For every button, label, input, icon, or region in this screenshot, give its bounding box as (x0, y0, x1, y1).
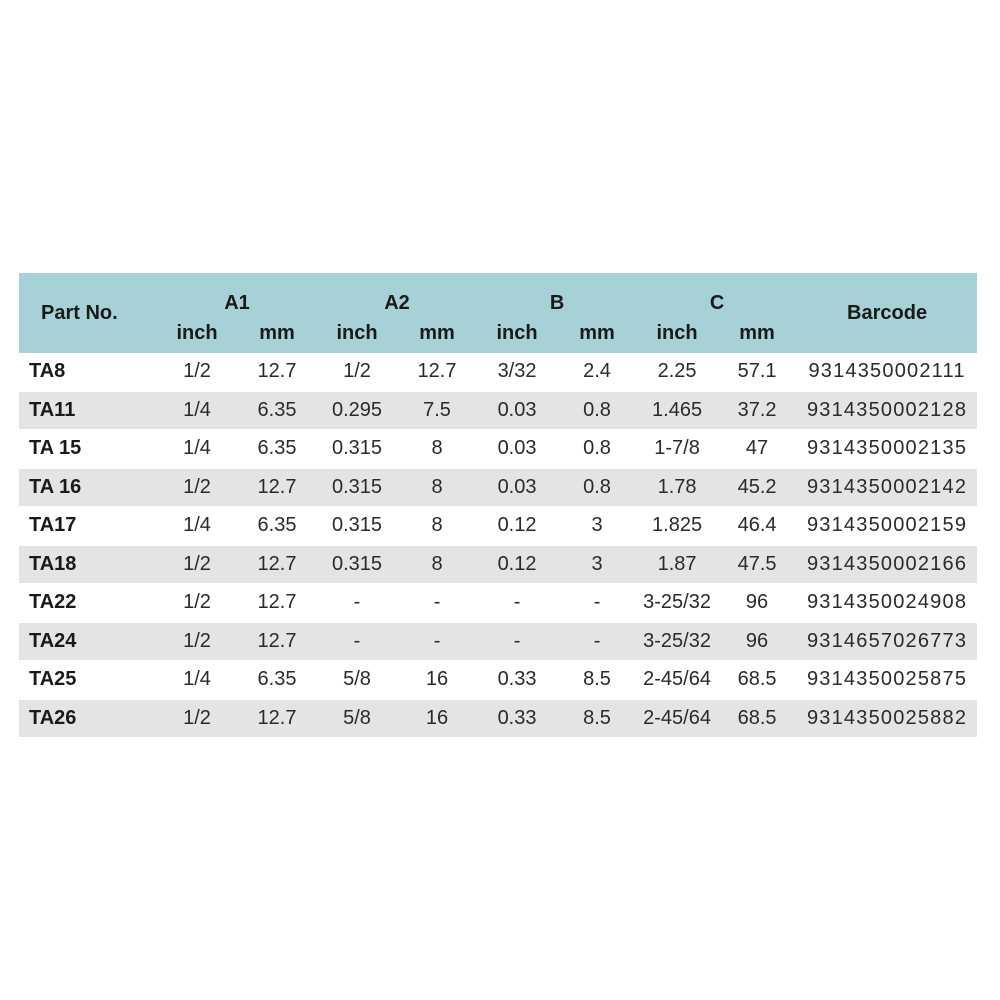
a2-inch-cell: 0.295 (317, 391, 397, 430)
part-no-cell: TA22 (19, 584, 157, 623)
b-inch-cell: 0.12 (477, 507, 557, 546)
a2-mm-cell: 8 (397, 545, 477, 584)
c-inch-cell: 3-25/32 (637, 622, 717, 661)
header-unit: inch (637, 317, 717, 353)
c-inch-cell: 1.87 (637, 545, 717, 584)
barcode-cell: 9314350025875 (797, 661, 977, 700)
c-inch-cell: 1.78 (637, 468, 717, 507)
a2-inch-cell: 0.315 (317, 545, 397, 584)
a1-inch-cell: 1/2 (157, 622, 237, 661)
a2-mm-cell: 12.7 (397, 353, 477, 391)
a1-inch-cell: 1/2 (157, 584, 237, 623)
c-mm-cell: 47 (717, 430, 797, 469)
b-inch-cell: - (477, 622, 557, 661)
c-inch-cell: 1.465 (637, 391, 717, 430)
a1-inch-cell: 1/4 (157, 430, 237, 469)
table-row (19, 661, 977, 700)
b-inch-cell: 3/32 (477, 353, 557, 391)
c-mm-cell: 68.5 (717, 661, 797, 700)
table-row (19, 622, 977, 661)
b-inch-cell: 0.03 (477, 430, 557, 469)
a1-inch-cell: 1/4 (157, 391, 237, 430)
a1-mm-cell: 12.7 (237, 622, 317, 661)
b-inch-cell: 0.33 (477, 699, 557, 738)
barcode-cell: 9314657026773 (797, 622, 977, 661)
b-inch-cell: 0.03 (477, 391, 557, 430)
a2-mm-cell: - (397, 622, 477, 661)
part-no-cell: TA11 (19, 391, 157, 430)
c-inch-cell: 3-25/32 (637, 584, 717, 623)
a2-mm-cell: 16 (397, 699, 477, 738)
b-mm-cell: 8.5 (557, 699, 637, 738)
header-part-no: Part No. (19, 273, 157, 353)
a2-inch-cell: 0.315 (317, 468, 397, 507)
header-unit: mm (557, 317, 637, 353)
c-mm-cell: 37.2 (717, 391, 797, 430)
a2-mm-cell: 8 (397, 507, 477, 546)
b-inch-cell: 0.12 (477, 545, 557, 584)
c-inch-cell: 1.825 (637, 507, 717, 546)
a1-inch-cell: 1/4 (157, 507, 237, 546)
table-body (19, 353, 977, 738)
b-mm-cell: 0.8 (557, 430, 637, 469)
header-unit: mm (397, 317, 477, 353)
table-row (19, 468, 977, 507)
table-row (19, 353, 977, 391)
table-row (19, 391, 977, 430)
table-row (19, 430, 977, 469)
a2-inch-cell: 0.315 (317, 507, 397, 546)
c-mm-cell: 45.2 (717, 468, 797, 507)
a2-mm-cell: 7.5 (397, 391, 477, 430)
c-mm-cell: 57.1 (717, 353, 797, 391)
a2-mm-cell: 8 (397, 430, 477, 469)
a1-inch-cell: 1/2 (157, 468, 237, 507)
barcode-cell: 9314350002128 (797, 391, 977, 430)
header-unit: inch (317, 317, 397, 353)
a2-mm-cell: - (397, 584, 477, 623)
barcode-cell: 9314350002142 (797, 468, 977, 507)
a2-inch-cell: - (317, 584, 397, 623)
b-inch-cell: - (477, 584, 557, 623)
part-no-cell: TA25 (19, 661, 157, 700)
b-mm-cell: 2.4 (557, 353, 637, 391)
header-unit: inch (157, 317, 237, 353)
header-group-a1: A1 (157, 273, 317, 317)
c-inch-cell: 2.25 (637, 353, 717, 391)
c-mm-cell: 68.5 (717, 699, 797, 738)
c-mm-cell: 96 (717, 584, 797, 623)
b-mm-cell: 8.5 (557, 661, 637, 700)
table-header (19, 273, 977, 353)
b-mm-cell: 3 (557, 545, 637, 584)
a2-inch-cell: 1/2 (317, 353, 397, 391)
a1-inch-cell: 1/2 (157, 353, 237, 391)
part-no-cell: TA18 (19, 545, 157, 584)
a1-inch-cell: 1/4 (157, 661, 237, 700)
a1-mm-cell: 6.35 (237, 430, 317, 469)
header-group-b: B (477, 273, 637, 317)
b-inch-cell: 0.33 (477, 661, 557, 700)
a2-inch-cell: 0.315 (317, 430, 397, 469)
b-mm-cell: 3 (557, 507, 637, 546)
a1-inch-cell: 1/2 (157, 699, 237, 738)
a1-mm-cell: 6.35 (237, 507, 317, 546)
a1-mm-cell: 12.7 (237, 468, 317, 507)
part-no-cell: TA26 (19, 699, 157, 738)
a1-mm-cell: 12.7 (237, 699, 317, 738)
barcode-cell: 9314350025882 (797, 699, 977, 738)
barcode-cell: 9314350002159 (797, 507, 977, 546)
table-row (19, 699, 977, 738)
header-unit: inch (477, 317, 557, 353)
a1-mm-cell: 6.35 (237, 391, 317, 430)
a1-mm-cell: 12.7 (237, 584, 317, 623)
part-no-cell: TA17 (19, 507, 157, 546)
a1-mm-cell: 12.7 (237, 353, 317, 391)
table-row (19, 507, 977, 546)
a1-mm-cell: 12.7 (237, 545, 317, 584)
header-group-c: C (637, 273, 797, 317)
part-no-cell: TA8 (19, 353, 157, 391)
table-row (19, 584, 977, 623)
spec-table (19, 273, 977, 738)
header-group-a2: A2 (317, 273, 477, 317)
barcode-cell: 9314350002166 (797, 545, 977, 584)
header-row-groups (19, 273, 977, 317)
a2-inch-cell: 5/8 (317, 661, 397, 700)
part-no-cell: TA 15 (19, 430, 157, 469)
b-mm-cell: 0.8 (557, 468, 637, 507)
c-inch-cell: 2-45/64 (637, 699, 717, 738)
table-row (19, 545, 977, 584)
b-mm-cell: - (557, 584, 637, 623)
b-mm-cell: 0.8 (557, 391, 637, 430)
c-mm-cell: 47.5 (717, 545, 797, 584)
a2-mm-cell: 8 (397, 468, 477, 507)
c-inch-cell: 2-45/64 (637, 661, 717, 700)
a1-inch-cell: 1/2 (157, 545, 237, 584)
barcode-cell: 9314350002111 (797, 353, 977, 391)
b-inch-cell: 0.03 (477, 468, 557, 507)
a2-inch-cell: - (317, 622, 397, 661)
header-barcode: Barcode (797, 273, 977, 353)
a2-inch-cell: 5/8 (317, 699, 397, 738)
c-inch-cell: 1-7/8 (637, 430, 717, 469)
header-unit: mm (237, 317, 317, 353)
header-unit: mm (717, 317, 797, 353)
c-mm-cell: 96 (717, 622, 797, 661)
c-mm-cell: 46.4 (717, 507, 797, 546)
part-no-cell: TA 16 (19, 468, 157, 507)
barcode-cell: 9314350002135 (797, 430, 977, 469)
part-no-cell: TA24 (19, 622, 157, 661)
b-mm-cell: - (557, 622, 637, 661)
barcode-cell: 9314350024908 (797, 584, 977, 623)
a2-mm-cell: 16 (397, 661, 477, 700)
a1-mm-cell: 6.35 (237, 661, 317, 700)
